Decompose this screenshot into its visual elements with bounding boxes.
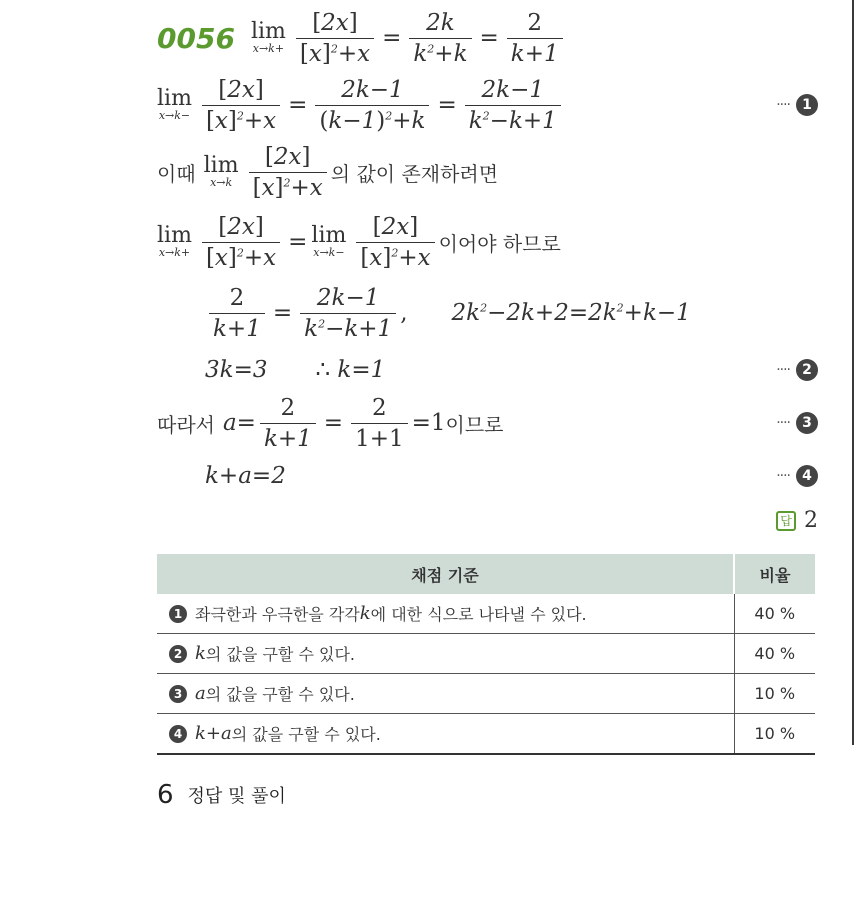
table-row: 2 k 의 값을 구할 수 있다. 40 %: [157, 634, 815, 674]
page-number: 6: [157, 780, 174, 810]
solution-line-3: 이때 lim x→k $\frac{[2x]}{[x]^2+x}$ 의 값이 존재하려면: [157, 143, 499, 201]
limit-expression: lim x→k+: [250, 19, 286, 55]
step-marker-4: ···· 4: [776, 465, 818, 487]
limit-expression: lim x→k+: [157, 223, 192, 259]
problem-number: 0056: [157, 21, 235, 55]
limit-expression: lim x→k: [203, 153, 239, 189]
solution-line-2: lim x→k− $\frac{[2x]}{[x]^2+x}$ = $\frac{2k-1}{(k-1)^2+k}$ = $\frac{2k-1}{k^2-k+1}$: [157, 75, 565, 135]
solution-line-4: lim x→k+ $\frac{[2x]}{[x]^2+x}$ = lim x→k− $\frac{[2x]}{[x]^2+x}$ 이어야 하므로: [157, 213, 561, 271]
limit-expression: lim x→k−: [311, 223, 347, 259]
final-answer: [776, 508, 818, 533]
solution-line-8: k+a=2: [205, 463, 286, 489]
step-marker-3: ···· 3: [776, 412, 818, 434]
grading-table: [157, 554, 815, 755]
solution-line-7: 따라서 a= $\frac{2}{k+1}$ = $\frac{2}{1+1}$ =1 이므로: [157, 394, 504, 452]
criteria-header: 채점 기준: [157, 554, 734, 594]
answer-icon: 답: [776, 511, 796, 531]
answer-value: 2: [804, 508, 818, 533]
step-marker-1: ···· 1: [776, 94, 818, 116]
solution-line-6: 3k=3 ∴ k=1: [205, 357, 386, 383]
solution-line-1: 0056 lim x→k+ $\frac{[2x]}{[x]^2+x}$ = $\frac{2k}{k^2+k}$ = $\frac{2}{k+1}$: [157, 8, 567, 68]
table-row: 1 좌극한과 우극한을 각각 k 에 대한 식으로 나타낼 수 있다. 40 %: [157, 594, 815, 634]
page-footer: [157, 780, 286, 810]
section-title: 정답 및 풀이: [187, 786, 286, 807]
page-edge-line: [852, 0, 854, 745]
step-marker-2: ···· 2: [776, 359, 818, 381]
ratio-header: 비율: [734, 554, 815, 594]
table-row: 3 a 의 값을 구할 수 있다. 10 %: [157, 674, 815, 714]
limit-expression: lim x→k−: [157, 86, 192, 122]
solution-line-5: $\frac{2}{k+1}$ = $\frac{2k-1}{k^2-k+1}$ , $2k^2-2k+2=2k^2+k-1$: [205, 283, 691, 343]
table-row: 4 k+a 의 값을 구할 수 있다. 10 %: [157, 714, 815, 755]
